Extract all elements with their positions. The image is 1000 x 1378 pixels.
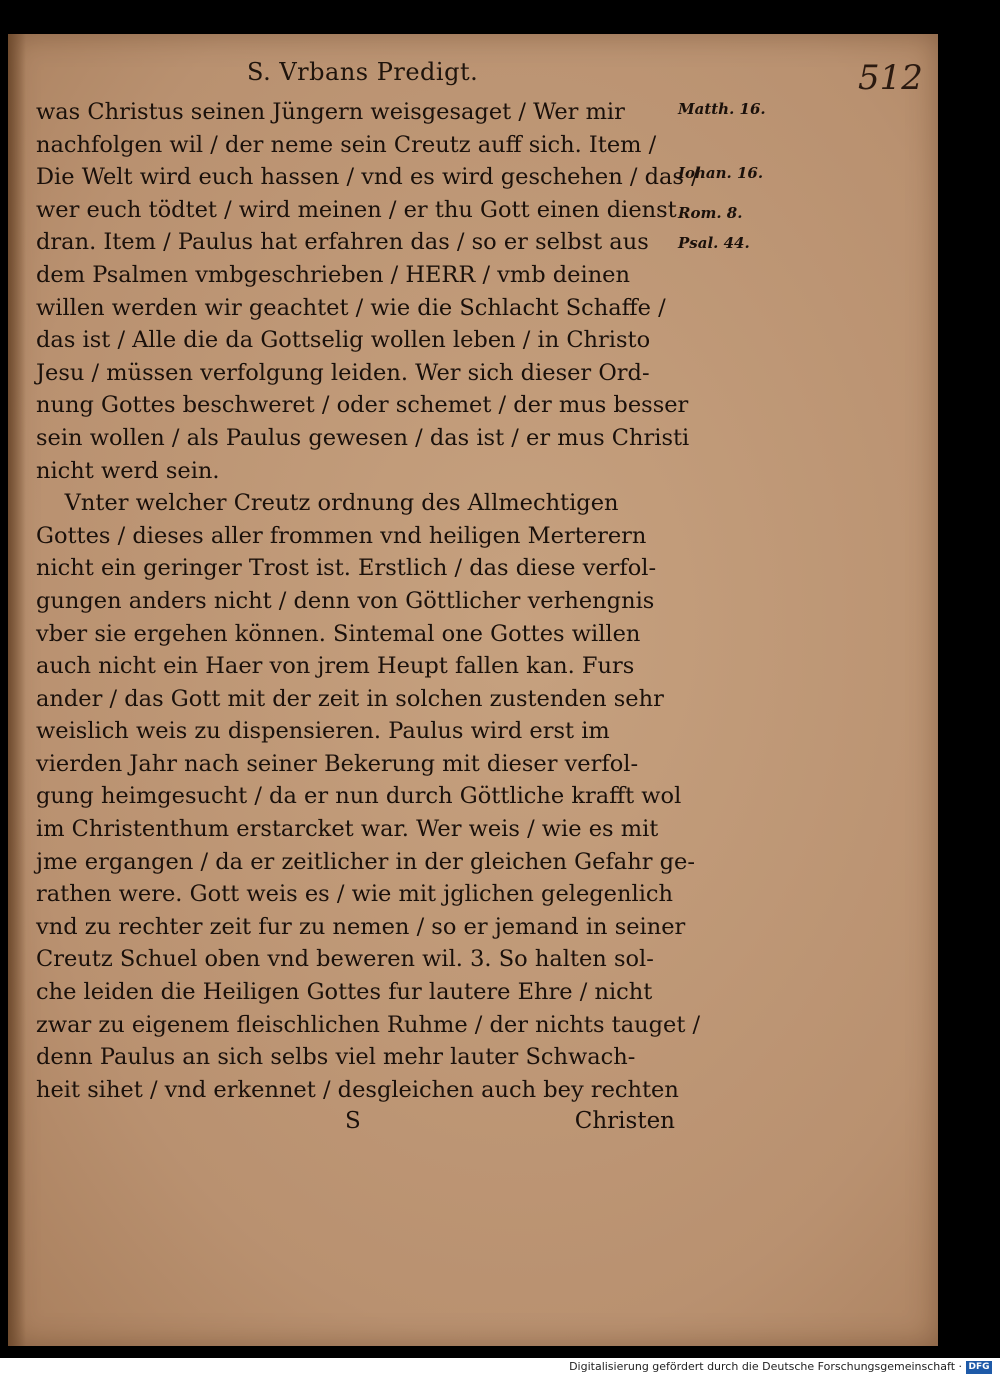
text-line: Vnter welcher Creutz ordnung des Allmechtigen	[36, 490, 619, 517]
text-line: dran. Item / Paulus hat erfahren das / so er selbst aus	[36, 229, 649, 256]
text-line: gungen anders nicht / denn von Göttlicher verhengnis	[36, 587, 655, 614]
margin-note: Rom. 8.	[678, 204, 743, 222]
text-line: denn Paulus an sich selbs viel mehr lauter Schwach-	[36, 1044, 636, 1071]
text-line: das ist / Alle die da Gottselig wollen leben / in Christo	[36, 327, 651, 354]
margin-note: Matth. 16.	[678, 100, 766, 118]
text-line: nachfolgen wil / der neme sein Creutz auff sich. Item /	[36, 131, 657, 158]
folio-number: 512	[858, 58, 923, 98]
text-line: gung heimgesucht / da er nun durch Göttliche krafft wol	[36, 783, 682, 810]
text-line: jme ergangen / da er zeitlicher in der gleichen Gefahr ge-	[36, 848, 695, 875]
dfg-logo-icon: DFG	[966, 1361, 992, 1374]
footer-bar	[0, 1358, 1000, 1378]
text-line: vnd zu rechter zeit fur zu nemen / so er jemand in seiner	[36, 913, 686, 940]
running-head: S. Vrbans Predigt.	[247, 58, 479, 86]
text-line: vierden Jahr nach seiner Bekerung mit dieser verfol-	[36, 750, 639, 777]
text-line: nicht ein geringer Trost ist. Erstlich / das diese verfol-	[36, 555, 657, 582]
catchword: Christen	[574, 1108, 675, 1134]
catchword-line	[345, 1108, 675, 1138]
text-line: im Christenthum erstarcket war. Wer weis / wie es mit	[36, 816, 659, 843]
text-line: Creutz Schuel oben vnd beweren wil. 3. So halten sol-	[36, 946, 654, 973]
margin-note: Psal. 44.	[678, 234, 750, 252]
text-line: willen werden wir geachtet / wie die Schlacht Schaffe /	[36, 294, 666, 321]
text-line: che leiden die Heiligen Gottes fur lautere Ehre / nicht	[36, 979, 653, 1006]
text-line: was Christus seinen Jüngern weisgesaget / Wer mir	[36, 99, 625, 125]
margin-note: Iohan. 16.	[678, 164, 764, 182]
text-line: zwar zu eigenem fleischlichen Ruhme / der nichts tauget /	[36, 1011, 701, 1038]
text-line: sein wollen / als Paulus gewesen / das ist / er mus Christi	[36, 424, 690, 451]
funding-credit: Digitalisierung gefördert durch die Deutsche Forschungsgemeinschaft ·	[569, 1360, 962, 1373]
text-line: dem Psalmen vmbgeschrieben / HERR / vmb deinen	[36, 261, 630, 288]
text-line: wer euch tödtet / wird meinen / er thu Gott einen dienst	[36, 196, 677, 223]
text-line: ander / das Gott mit der zeit in solchen zustenden sehr	[36, 685, 664, 712]
text-line: nicht werd sein.	[36, 457, 220, 484]
text-line: Die Welt wird euch hassen / vnd es wird geschehen / das /	[36, 164, 699, 191]
text-line: vber sie ergehen können. Sintemal one Gottes willen	[36, 620, 641, 647]
body-text	[36, 96, 701, 1106]
signature-mark: S	[345, 1108, 361, 1134]
text-line: auch nicht ein Haer von jrem Heupt fallen kan. Furs	[36, 653, 635, 680]
text-line: Jesu / müssen verfolgung leiden. Wer sich dieser Ord-	[36, 359, 650, 386]
page-gutter-shadow	[8, 34, 26, 1346]
text-line: rathen were. Gott weis es / wie mit jglichen gelegenlich	[36, 881, 673, 908]
text-line: Gottes / dieses aller frommen vnd heiligen Merterern	[36, 522, 647, 549]
text-line: heit sihet / vnd erkennet / desgleichen auch bey rechten	[36, 1076, 679, 1103]
text-line: nung Gottes beschweret / oder schemet / der mus besser	[36, 392, 689, 419]
text-line: weislich weis zu dispensieren. Paulus wird erst im	[36, 718, 610, 745]
